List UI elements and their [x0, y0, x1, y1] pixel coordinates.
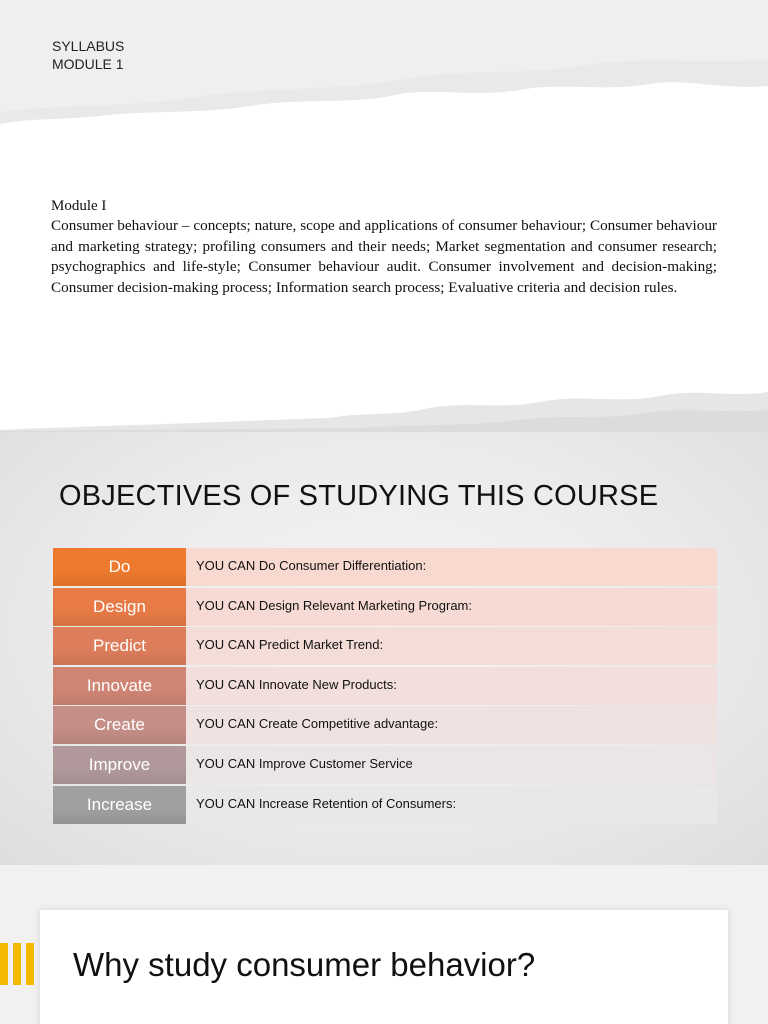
objective-text: YOU CAN Create Competitive advantage: [186, 706, 717, 744]
header-module: MODULE 1 [52, 56, 124, 72]
objective-row [53, 786, 717, 826]
why-study-slide [0, 865, 768, 1024]
objective-label: Improve [53, 746, 186, 784]
accent-bars [0, 943, 34, 985]
objectives-title: OBJECTIVES OF STUDYING THIS COURSE [59, 480, 659, 512]
objective-row [53, 706, 717, 746]
syllabus-slide [0, 0, 768, 432]
objectives-table [53, 548, 717, 825]
objective-text: YOU CAN Increase Retention of Consumers: [186, 786, 717, 824]
why-study-title: Why study consumer behavior? [73, 946, 536, 983]
objective-row [53, 588, 717, 628]
accent-bar [26, 943, 34, 985]
objective-text: YOU CAN Predict Market Trend: [186, 627, 717, 665]
objective-label: Predict [53, 627, 186, 665]
objective-row [53, 627, 717, 667]
objective-label: Increase [53, 786, 186, 824]
module-body-text: Consumer behaviour – concepts; nature, scope and applications of consumer behaviour; Consumer behaviour and marketing strategy; profiling consumers and their needs; Market segmentation and consumer research; psychographics and life-style; Consumer behaviour audit. Consumer involvement and decision-making; Consumer decision-making process; Information search process; Evaluative criteria and decision rules. [51, 217, 717, 296]
objective-row [53, 548, 717, 588]
accent-bar [0, 943, 8, 985]
objective-text: YOU CAN Do Consumer Differentiation: [186, 548, 717, 586]
objective-label: Design [53, 588, 186, 626]
objective-text: YOU CAN Innovate New Products: [186, 667, 717, 705]
objective-label: Create [53, 706, 186, 744]
objective-text: YOU CAN Design Relevant Marketing Program: [186, 588, 717, 626]
objective-row [53, 746, 717, 786]
objective-label: Do [53, 548, 186, 586]
objective-label: Innovate [53, 667, 186, 705]
objective-row [53, 667, 717, 707]
slide-header [52, 37, 124, 73]
objective-text: YOU CAN Improve Customer Service [186, 746, 717, 784]
header-syllabus: SYLLABUS [52, 38, 125, 54]
accent-bar [13, 943, 21, 985]
objectives-slide [0, 432, 768, 865]
module-description [51, 196, 717, 298]
module-title: Module I [51, 198, 107, 214]
